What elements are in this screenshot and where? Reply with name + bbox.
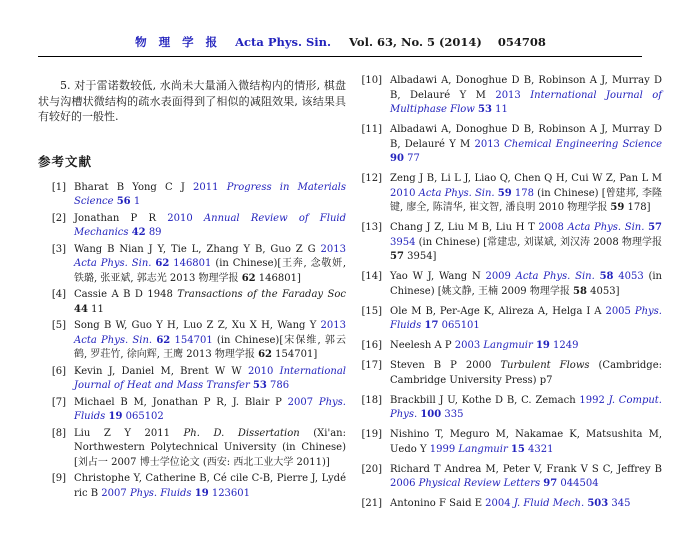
citation-link[interactable]: 3954	[390, 236, 416, 248]
reference-number: [8]	[51, 427, 66, 439]
citation-link[interactable]: 42	[131, 227, 146, 238]
reference-number: [15]	[361, 305, 382, 317]
citation-link[interactable]: 62	[156, 334, 171, 346]
citation-link[interactable]: Langmuir	[458, 443, 511, 455]
reference-segment: Albadawi A, Donoghue D B, Robinson A J, Murray D B, Delauré Y M	[390, 75, 662, 101]
reference-item	[38, 243, 346, 287]
citation-link[interactable]: 1999	[429, 443, 459, 455]
reference-number: [2]	[51, 212, 66, 224]
left-column	[38, 78, 346, 503]
reference-segment: 11	[87, 303, 104, 315]
reference-item	[354, 221, 662, 265]
conclusion-paragraph: 5. 对于雷诺数较低, 水尚未大量涌入微结构内的情形, 棋盘状与沟槽状微结构的疏水表面得到了相似的减阻效果, 该结果具有较好的一般性.	[38, 79, 346, 123]
citation-link[interactable]: Physical Review Letters	[418, 478, 544, 489]
reference-segment: Ole M B, Per-Age K, Alireza A, Helga I A	[390, 305, 606, 317]
citation-link[interactable]: 146801	[169, 258, 212, 269]
citation-link[interactable]: 065102	[122, 411, 164, 422]
citation-link[interactable]: 154701	[170, 334, 213, 346]
reference-number: [21]	[361, 498, 382, 509]
reference-segment: Jonathan P R	[74, 212, 168, 224]
citation-link[interactable]: 2013	[474, 138, 505, 150]
reference-segment: Albadawi A, Donoghue D B, Robinson A J, Murray D B, Delauré Y M	[390, 124, 662, 150]
citation-link[interactable]: 178	[511, 187, 534, 199]
citation-link[interactable]: Acta Phys. Sin.	[74, 334, 157, 346]
reference-segment: 146801]	[255, 272, 301, 284]
reference-text	[390, 270, 662, 299]
references-heading: 参考文献	[38, 153, 93, 169]
reference-number: [1]	[51, 181, 66, 193]
reference-segment: 4053]	[586, 285, 620, 297]
citation-link[interactable]: Langmuir	[483, 340, 536, 351]
citation-link[interactable]: 2010	[247, 365, 280, 377]
reference-text	[74, 472, 346, 501]
reference-text	[74, 319, 346, 363]
reference-item	[38, 288, 346, 317]
reference-number: [11]	[361, 124, 382, 135]
citation-link[interactable]: 1249	[549, 340, 579, 351]
reference-segment: Christophe Y, Catherine B, Cé cile C-B, Pierre J, Lydé ric B	[74, 473, 346, 499]
reference-segment: 62	[258, 349, 272, 360]
reference-segment: Cassie A B D 1948	[74, 289, 178, 300]
reference-segment: Wang B Nian J Y, Tie L, Zhang Y B, Guo Z G	[74, 243, 321, 255]
reference-text	[74, 212, 346, 241]
reference-text	[390, 339, 662, 354]
citation-link[interactable]: 1992	[579, 394, 609, 406]
reference-segment: 178]	[624, 202, 651, 213]
reference-number: [16]	[361, 340, 382, 351]
citation-link[interactable]: 2013	[495, 89, 531, 101]
citation-link[interactable]: 2008	[538, 222, 568, 233]
reference-text	[74, 365, 346, 394]
reference-item	[38, 319, 346, 363]
reference-segment: Neelesh A P	[390, 340, 455, 351]
reference-segment: Ph. D. Dissertation	[183, 427, 314, 439]
citation-link[interactable]: 2011	[193, 181, 227, 193]
reference-item	[38, 427, 346, 471]
citation-link[interactable]: 2010	[390, 187, 419, 199]
reference-text	[390, 497, 662, 512]
reference-item	[354, 123, 662, 167]
reference-number: [14]	[361, 271, 382, 282]
reference-segment: Song B W, Guo Y H, Luo Z Z, Xu X H, Wang Y	[74, 320, 321, 331]
reference-text	[74, 396, 346, 425]
citation-link[interactable]: Acta Phys. Sin.	[418, 187, 498, 199]
reference-item	[38, 181, 346, 210]
reference-number: [20]	[361, 463, 382, 475]
journal-title-english: Acta Phys. Sin.	[235, 35, 332, 49]
reference-segment: Chang J Z, Liu M B, Liu H T	[390, 222, 539, 233]
reference-text	[390, 172, 662, 216]
reference-segment: (Cambridge: Cambridge University Press) p7	[390, 360, 662, 386]
reference-text	[390, 394, 662, 423]
citation-link[interactable]: Phys. Fluids	[390, 305, 662, 331]
reference-segment: 44	[74, 303, 88, 315]
reference-text	[74, 427, 346, 471]
citation-link[interactable]: 2009	[485, 271, 516, 282]
reference-segment: 58	[573, 285, 587, 297]
right-column	[354, 74, 662, 517]
citation-link[interactable]: 53	[478, 104, 492, 115]
citation-link[interactable]: Acta Phys. Sin.	[515, 271, 600, 282]
article-number: 054708	[497, 35, 546, 49]
reference-segment: Turbulent Flows	[500, 360, 599, 371]
reference-list-right	[354, 74, 662, 512]
citation-link[interactable]: International Journal of Multiphase Flow	[390, 89, 662, 115]
header-rule	[38, 56, 642, 57]
reference-number: [18]	[361, 394, 382, 406]
citation-link[interactable]: 2010	[167, 212, 204, 224]
page-header	[0, 34, 681, 50]
reference-item	[354, 497, 662, 512]
reference-text	[390, 305, 662, 334]
citation-link[interactable]: Progress in Materials Science	[74, 181, 346, 207]
reference-number: [13]	[361, 222, 382, 233]
journal-title-chinese: 物 理 学 报	[135, 35, 222, 49]
reference-segment: (in Chinese) [曾建邦, 李隆键, 廖全, 陈清华, 崔文智, 潘良明 2010 物理学报	[390, 187, 662, 213]
citation-link[interactable]: 2003	[454, 340, 484, 351]
reference-number: [3]	[51, 243, 66, 255]
reference-number: [5]	[51, 320, 66, 331]
citation-link[interactable]: 1	[130, 196, 141, 207]
reference-segment: Liu Z Y 2011	[74, 427, 184, 439]
citation-link[interactable]: 62	[155, 258, 170, 269]
reference-segment: Richard T Andrea M, Peter V, Frank V S C, Jeffrey B	[390, 463, 662, 475]
citation-link[interactable]: 2013	[320, 243, 346, 255]
citation-link[interactable]: Chemical Engineering Science	[504, 138, 662, 150]
reference-segment: (in Chinese)[宋保维, 郭云鹤, 罗荘竹, 徐向辉, 王鹰 2013 物理学报	[74, 334, 346, 360]
citation-link[interactable]: Acta Phys. Sin.	[567, 222, 649, 233]
citation-link[interactable]: Phys. Fluids	[74, 396, 346, 422]
reference-item	[354, 428, 662, 457]
reference-number: [4]	[51, 289, 66, 300]
reference-segment: Kevin J, Daniel M, Brent W W	[74, 365, 248, 377]
citation-link[interactable]: 335	[441, 409, 464, 420]
citation-link[interactable]: 345	[608, 498, 631, 509]
reference-segment: Michael B M, Jonathan P R, J. Blair P	[74, 396, 288, 408]
citation-link[interactable]: 53	[252, 380, 267, 391]
reference-number: [12]	[361, 173, 382, 184]
reference-segment: 62	[241, 272, 256, 284]
citation-link[interactable]: 19	[108, 411, 123, 422]
reference-text	[390, 123, 662, 167]
citation-link[interactable]: 2013	[320, 320, 346, 331]
citation-link[interactable]: 4321	[524, 443, 554, 455]
reference-number: [17]	[361, 360, 382, 371]
reference-segment: 59	[610, 202, 625, 213]
citation-link[interactable]: 56	[116, 196, 131, 207]
reference-segment: (in Chinese) [常建忠, 刘谋斌, 刘汉涛 2008 物理学报	[415, 236, 662, 248]
reference-segment: Yao W J, Wang N	[390, 271, 486, 282]
reference-segment: (in Chinese) [姚文静, 王楠 2009 物理学报	[390, 271, 663, 297]
reference-segment: 154701]	[271, 349, 318, 360]
reference-item	[38, 212, 346, 241]
citation-link[interactable]: 19	[535, 340, 550, 351]
reference-text	[74, 181, 346, 210]
issue-info: Vol. 63, No. 5 (2014)	[349, 35, 482, 49]
citation-link[interactable]: 2007	[101, 487, 130, 499]
citation-link[interactable]: Annual Review of Fluid Mechanics	[74, 212, 346, 238]
citation-link[interactable]: 89	[145, 227, 162, 238]
reference-item	[354, 463, 662, 492]
citation-link[interactable]: Acta Phys. Sin.	[74, 258, 156, 269]
reference-item	[354, 74, 662, 118]
reference-item	[354, 172, 662, 216]
reference-item	[354, 359, 662, 388]
citation-link[interactable]: 123601	[208, 487, 251, 499]
reference-segment: Steven B P 2000	[390, 360, 501, 371]
citation-link[interactable]: 044504	[557, 478, 599, 489]
citation-link[interactable]: 2005	[605, 305, 635, 317]
reference-segment: (in Chinese)[王奔, 念敬妍, 铁璐, 张亚斌, 郭志光 2013 物理学报	[74, 258, 347, 284]
citation-link[interactable]: 58	[599, 271, 614, 282]
reference-segment: 57	[390, 251, 404, 262]
reference-number: [9]	[51, 473, 66, 484]
reference-item	[38, 472, 346, 501]
reference-segment: 3954]	[403, 251, 437, 262]
reference-text	[390, 359, 662, 388]
citation-link[interactable]: 2004	[485, 498, 514, 509]
citation-link[interactable]: J. Fluid Mech.	[513, 498, 588, 509]
citation-link[interactable]: 17	[424, 320, 439, 331]
citation-link[interactable]: 15	[510, 443, 525, 455]
reference-list-left	[38, 181, 346, 502]
reference-text	[74, 243, 346, 287]
reference-item	[354, 394, 662, 423]
reference-segment: Bharat B Yong C J	[74, 181, 194, 193]
reference-item	[354, 270, 662, 299]
reference-number: [19]	[361, 429, 382, 440]
reference-segment: Zeng J B, Li L J, Liao Q, Chen Q H, Cui W Z, Pan L M	[390, 173, 662, 184]
reference-segment: (Xi'an: Northwestern Polytechnical University (in Chinese) [刘占一 2007 博士学位论文 (西安: 西北工业大学 2011)]	[74, 427, 346, 468]
citation-link[interactable]: 786	[266, 380, 290, 391]
citation-link[interactable]: International Journal of Heat and Mass Transfer	[74, 365, 346, 391]
citation-link[interactable]: 100	[420, 409, 442, 420]
reference-text	[390, 428, 662, 457]
reference-segment: Antonino F Said E	[390, 498, 486, 509]
citation-link[interactable]: 2006	[390, 478, 419, 489]
citation-link[interactable]: 59	[497, 187, 512, 199]
citation-link[interactable]: 503	[587, 498, 609, 509]
reference-item	[38, 365, 346, 394]
citation-link[interactable]: 97	[543, 478, 558, 489]
citation-link[interactable]: 065101	[438, 320, 480, 331]
reference-text	[390, 463, 662, 492]
reference-number: [6]	[51, 365, 66, 377]
citation-link[interactable]: 2007	[287, 396, 319, 408]
reference-number: [7]	[51, 396, 66, 408]
reference-segment: Transactions of the Faraday Soc	[177, 289, 346, 300]
reference-item	[354, 339, 662, 354]
reference-segment: Nishino T, Meguro M, Nakamae K, Matsushita M, Uedo Y	[390, 429, 662, 455]
reference-segment: Brackbill J U, Kothe D B, C. Zemach	[390, 394, 580, 406]
reference-number: [10]	[361, 75, 382, 86]
citation-link[interactable]: 4053	[613, 271, 644, 282]
reference-text	[390, 221, 662, 265]
reference-text	[74, 288, 346, 317]
citation-link[interactable]: J. Comput. Phys.	[390, 394, 662, 420]
citation-link[interactable]: Phys. Fluids	[129, 487, 195, 499]
reference-item	[354, 305, 662, 334]
citation-link[interactable]: 11	[491, 104, 508, 115]
reference-text	[390, 74, 662, 118]
citation-link[interactable]: 57	[648, 222, 662, 233]
citation-link[interactable]: 77	[403, 153, 420, 164]
reference-item	[38, 396, 346, 425]
citation-link[interactable]: 90	[390, 153, 404, 164]
citation-link[interactable]: 19	[194, 487, 209, 499]
